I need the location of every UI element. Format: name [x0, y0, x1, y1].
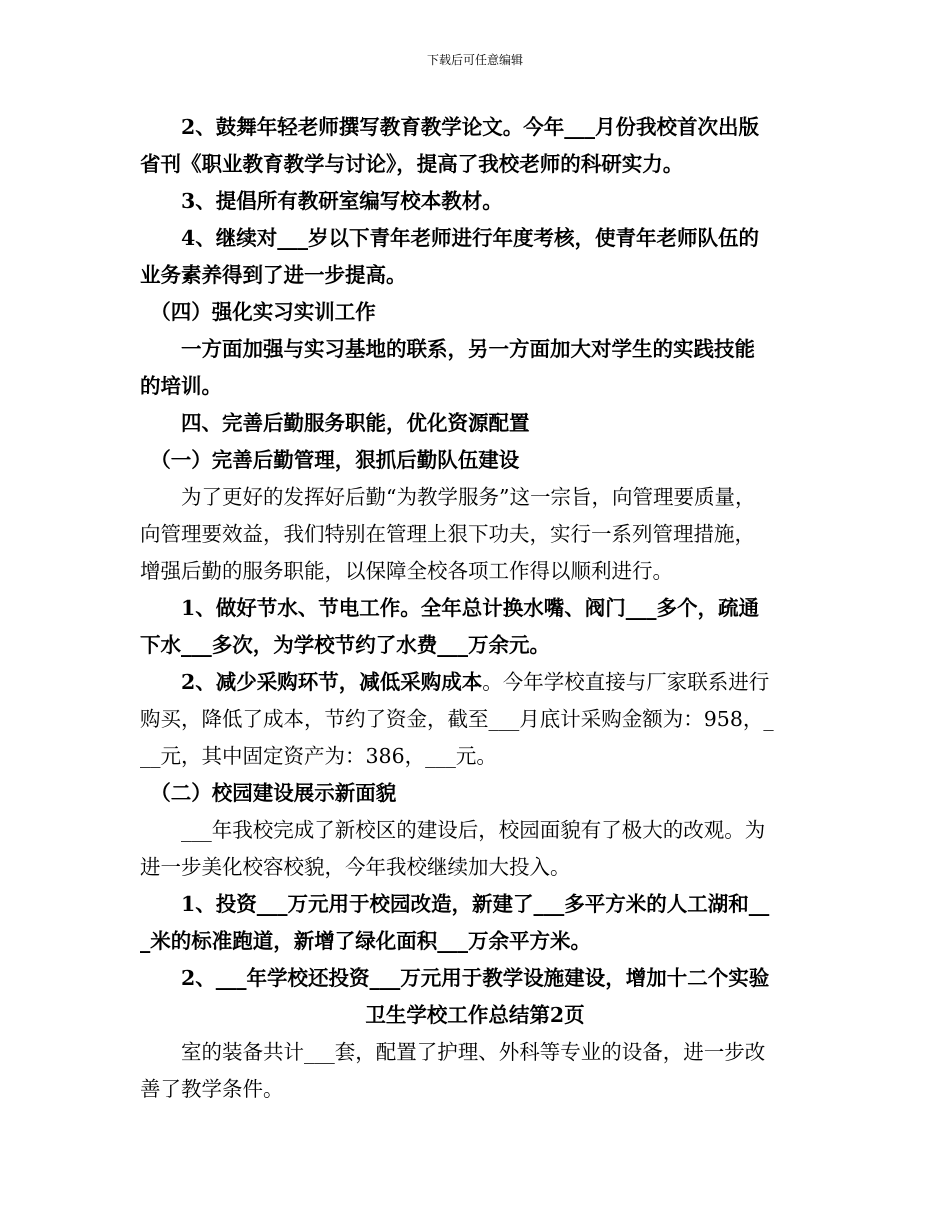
text-line-4: 4、继续对___岁以下青年老师进行年度考核，使青年老师队伍的 [140, 226, 760, 250]
text-line-23: _米的标准跑道，新增了绿化面积___万余平方米。 [140, 929, 591, 953]
section-heading-4: （四）强化实习实训工作 [140, 300, 376, 324]
text-line-16-normal: 。今年学校直接与厂家联系进行 [482, 670, 770, 694]
text-line-16-bold: 2、减少采购环节，减低采购成本 [140, 670, 483, 694]
text-line-21: 进一步美化校容校貌，今年我校继续加大投入。 [140, 855, 571, 879]
text-line-18: __元，其中固定资产为：386，___元。 [140, 744, 497, 768]
text-line-2: 省刊《职业教育教学与讨论》，提高了我校老师的科研实力。 [140, 152, 684, 176]
text-line-13: 增强后勤的服务职能，以保障全校各项工作得以顺利进行。 [140, 559, 673, 583]
page-footer: 卫生学校工作总结第2页 [365, 1003, 585, 1027]
text-line-3: 3、提倡所有教研室编写校本教材。 [140, 189, 503, 213]
text-line-25: 室的装备共计___套，配置了护理、外科等专业的设备，进一步改 [140, 1040, 766, 1064]
section-heading-1: （一）完善后勤管理，狠抓后勤队伍建设 [140, 448, 520, 472]
section-heading-2: （二）校园建设展示新面貌 [140, 781, 397, 805]
text-line-14: 1、做好节水、节电工作。全年总计换水嘴、阀门___多个，疏通 [140, 596, 760, 620]
text-line-20: ___年我校完成了新校区的建设后，校园面貌有了极大的改观。为 [140, 818, 766, 842]
text-line-15: 下水___多次，为学校节约了水费___万余元。 [140, 633, 550, 657]
text-line-11: 为了更好的发挥好后勤“为教学服务”这一宗旨，向管理要质量， [140, 485, 756, 509]
text-line-12: 向管理要效益，我们特别在管理上狠下功夫，实行一系列管理措施， [140, 522, 755, 546]
text-line-26: 善了教学条件。 [140, 1077, 284, 1101]
text-line-17: 购买，降低了成本，节约了资金，截至___月底计采购金额为：958，_ [140, 707, 774, 731]
chapter-heading-4: 四、完善后勤服务职能，优化资源配置 [140, 411, 530, 435]
text-line-22: 1、投资___万元用于校园改造，新建了___多平方米的人工湖和__ [140, 892, 770, 916]
text-line-16 [140, 668, 769, 696]
text-line-7: 一方面加强与实习基地的联系，另一方面加大对学生的实践技能 [140, 337, 755, 361]
text-line-24: 2、___年学校还投资___万元用于教学设施建设，增加十二个实验 [140, 966, 770, 990]
text-line-1: 2、鼓舞年轻老师撰写教育教学论文。今年___月份我校首次出版 [140, 115, 760, 139]
page-header: 下载后可任意编辑 [426, 53, 523, 67]
text-line-5: 业务素养得到了进一步提高。 [140, 263, 407, 287]
text-line-8: 的培训。 [140, 374, 222, 398]
